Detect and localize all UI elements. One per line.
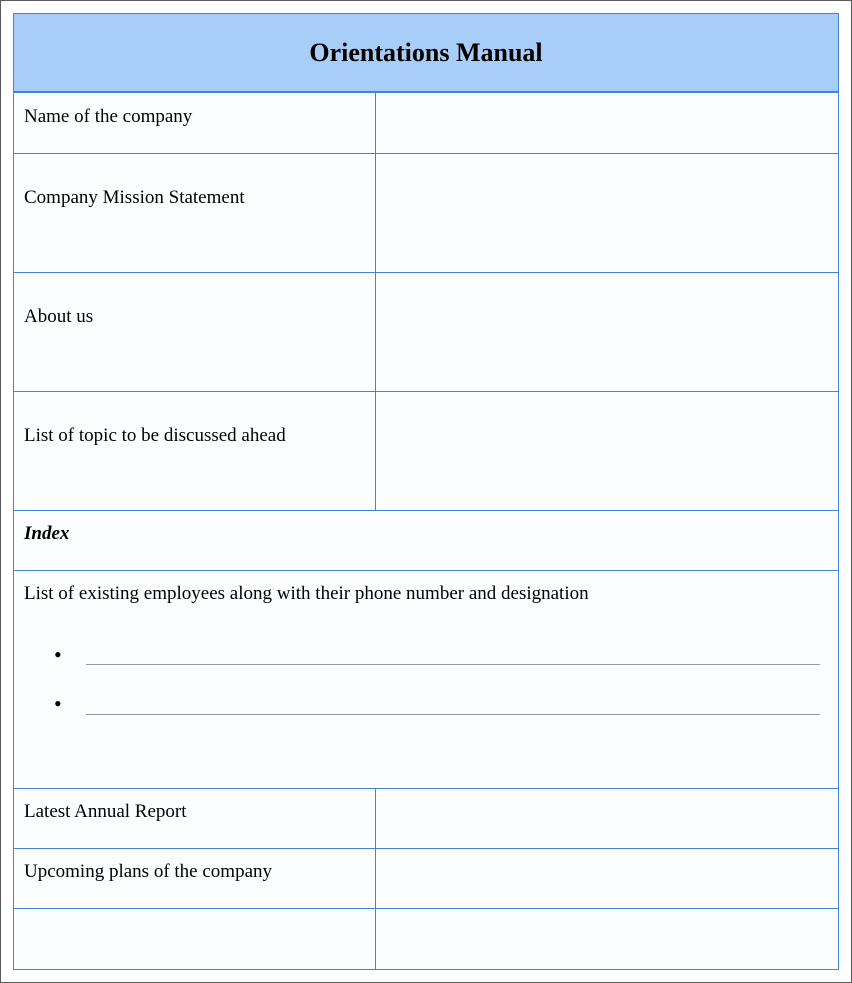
bullet-marker: • — [54, 642, 62, 667]
about-label: About us — [24, 306, 94, 327]
orientation-form — [13, 13, 839, 970]
row-empty — [14, 909, 838, 969]
plans-label: Upcoming plans of the company — [24, 861, 273, 882]
annual-report-field[interactable] — [375, 789, 838, 848]
row-annual-report — [14, 789, 838, 849]
row-company-name — [14, 93, 838, 154]
row-about — [14, 273, 838, 392]
employee-entry-line[interactable] — [86, 714, 820, 715]
annual-report-label: Latest Annual Report — [24, 801, 187, 822]
form-title: Orientations Manual — [14, 14, 838, 93]
topics-field[interactable] — [375, 392, 838, 510]
company-name-label: Name of the company — [24, 106, 193, 127]
bullet-marker: • — [54, 691, 62, 716]
index-heading: Index — [24, 523, 70, 544]
employee-entry-line[interactable] — [86, 664, 820, 665]
row-index — [14, 511, 838, 571]
plans-field[interactable] — [375, 849, 838, 908]
row-employees — [14, 571, 838, 789]
about-field[interactable] — [375, 273, 838, 391]
row-plans — [14, 849, 838, 909]
row-mission — [14, 154, 838, 273]
topics-label: List of topic to be discussed ahead — [24, 425, 286, 446]
row-topics — [14, 392, 838, 511]
empty-value-field[interactable] — [375, 909, 838, 969]
mission-field[interactable] — [375, 154, 838, 272]
company-name-field[interactable] — [375, 93, 838, 153]
mission-label: Company Mission Statement — [24, 187, 245, 208]
employees-label: List of existing employees along with their phone number and designation — [24, 583, 589, 604]
